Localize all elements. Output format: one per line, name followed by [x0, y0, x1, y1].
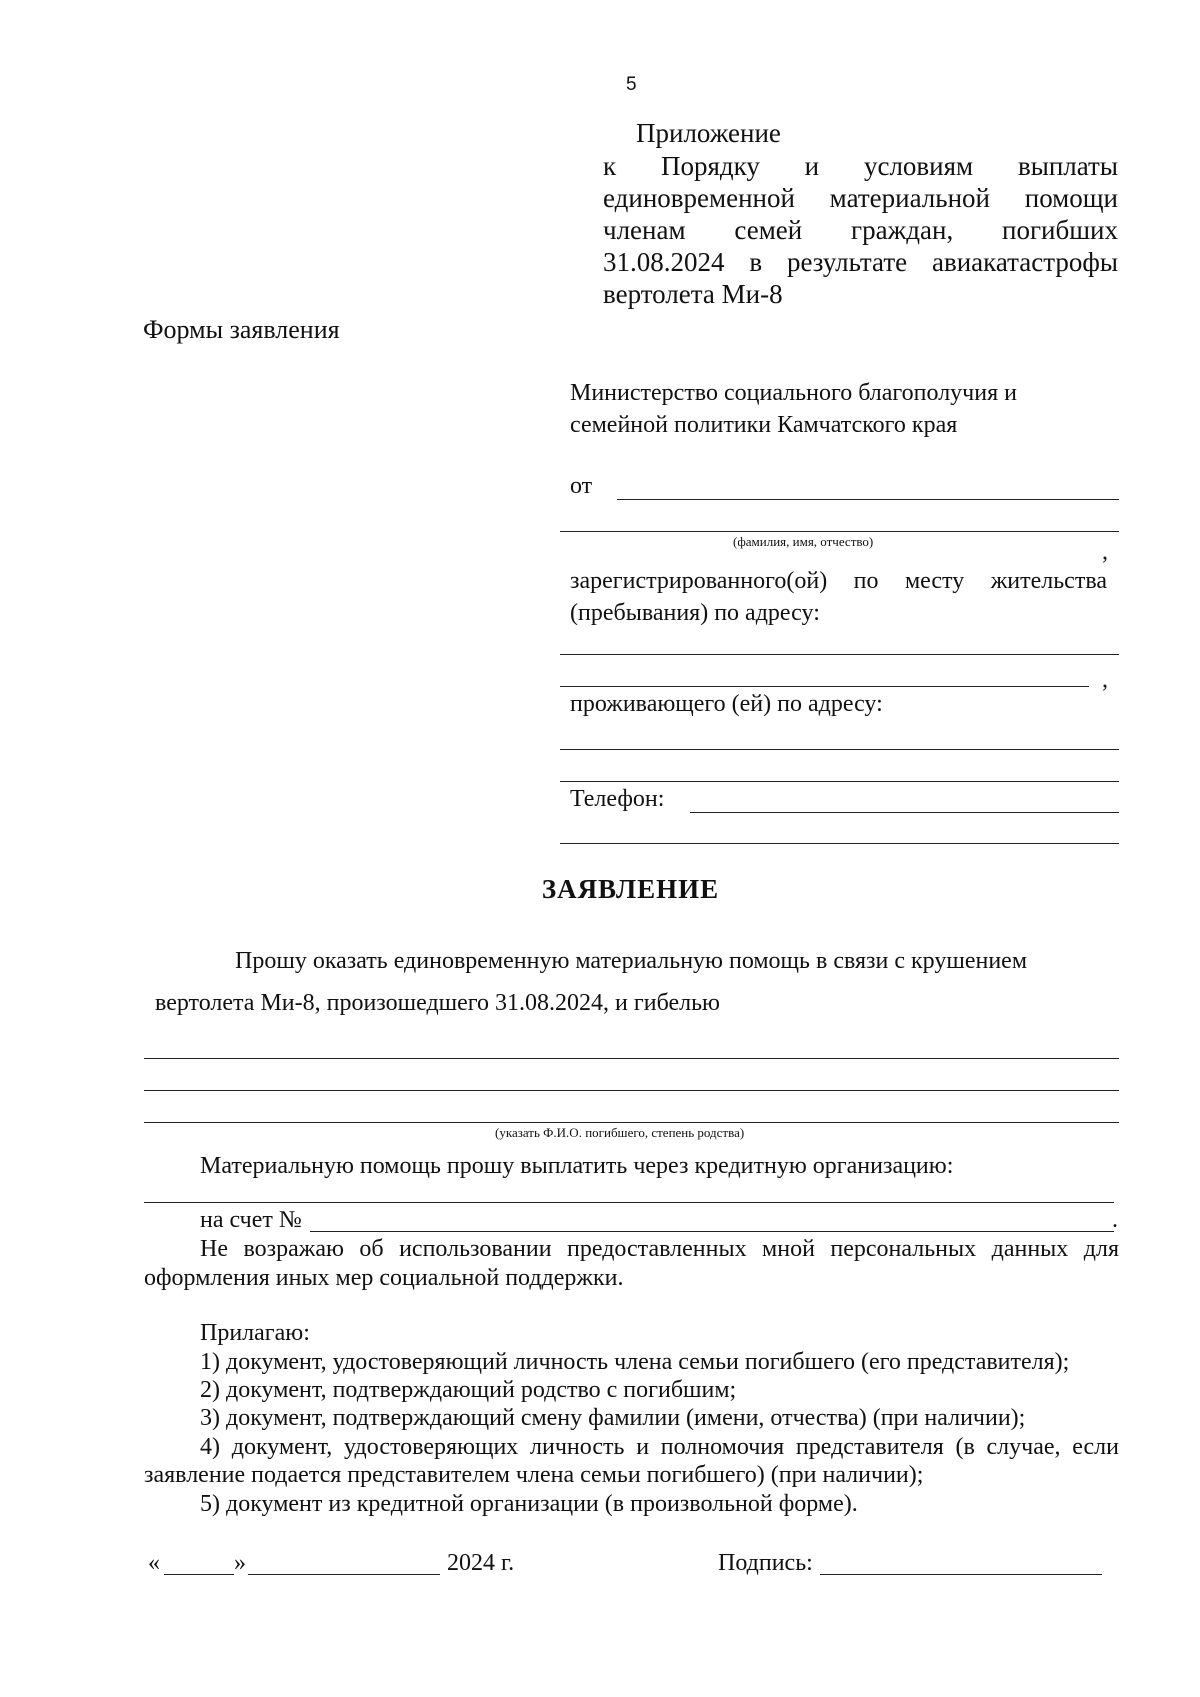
- appendix-line-5: вертолета Ми-8: [603, 279, 783, 309]
- attachment-5: 5) документ из кредитной организации (в произвольной форме).: [200, 1491, 858, 1517]
- attach-label: Прилагаю:: [200, 1320, 310, 1346]
- account-end: .: [1112, 1207, 1118, 1233]
- date-year: 2024 г.: [447, 1550, 515, 1576]
- appendix-line-4: 31.08.2024 в результате авиакатастрофы: [603, 247, 1118, 277]
- fio-fill-line[interactable]: [560, 531, 1119, 532]
- residing-fill-line-2[interactable]: [560, 781, 1119, 782]
- fio-hint: (фамилия, имя, отчество): [733, 534, 874, 549]
- phone-label: Телефон:: [570, 786, 665, 812]
- from-label: от: [570, 473, 593, 499]
- payment-text: Материальную помощь прошу выплатить через кредитную организацию:: [200, 1153, 954, 1179]
- account-fill-line[interactable]: [310, 1231, 1114, 1232]
- attachment-4-line-1: 4) документ, удостоверяющих личность и полномочия представителя (в случае, если: [200, 1434, 1119, 1460]
- account-label: на счет №: [200, 1207, 302, 1233]
- date-close-quote: »: [234, 1550, 246, 1576]
- attachment-2: 2) документ, подтверждающий родство с погибшим;: [200, 1377, 737, 1403]
- deceased-fill-line-2[interactable]: [144, 1090, 1119, 1091]
- attachment-3: 3) документ, подтверждающий смену фамилии (имени, отчества) (при наличии);: [200, 1405, 1026, 1431]
- appendix-line-3: членам семей граждан, погибших: [603, 215, 1118, 245]
- phone-fill-line[interactable]: [690, 812, 1119, 813]
- appendix-line-2: единовременной материальной помощи: [603, 183, 1118, 213]
- deceased-fill-line-1[interactable]: [144, 1058, 1119, 1059]
- date-month-line[interactable]: [248, 1574, 440, 1575]
- appendix-heading: Приложение: [636, 118, 781, 148]
- appendix-line-1: к Порядку и условиям выплаты: [603, 151, 1118, 181]
- forms-label: Формы заявления: [143, 315, 340, 344]
- date-day-line[interactable]: [164, 1574, 234, 1575]
- ministry-line-2: семейной политики Камчатского края: [570, 412, 958, 438]
- deceased-hint: (указать Ф.И.О. погибшего, степень родства): [495, 1125, 745, 1140]
- statement-title: ЗАЯВЛЕНИЕ: [541, 874, 720, 904]
- consent-line-1: Не возражаю об использовании предоставленных мной персональных данных для: [200, 1236, 1119, 1262]
- page-number: 5: [626, 74, 637, 95]
- registered-fill-line-2[interactable]: [560, 686, 1089, 687]
- fio-comma: ,: [1102, 539, 1108, 565]
- request-line-2: вертолета Ми-8, произошедшего 31.08.2024, и гибелью: [155, 990, 720, 1016]
- signature-label: Подпись:: [718, 1550, 813, 1576]
- registered-line-1: зарегистрированного(ой) по месту жительства: [570, 568, 1107, 594]
- registered-comma: ,: [1102, 667, 1108, 693]
- consent-line-2: оформления иных мер социальной поддержки.: [144, 1265, 624, 1291]
- attachment-4-line-2: заявление подается представителем члена семьи погибшего) (при наличии);: [144, 1462, 924, 1488]
- registered-line-2: (пребывания) по адресу:: [570, 600, 820, 626]
- deceased-fill-line-3[interactable]: [144, 1122, 1119, 1123]
- from-fill-line[interactable]: [617, 499, 1119, 500]
- signature-line[interactable]: [820, 1574, 1102, 1575]
- bank-fill-line[interactable]: [144, 1202, 1114, 1203]
- registered-fill-line-1[interactable]: [560, 654, 1119, 655]
- date-open-quote: «: [148, 1550, 160, 1576]
- ministry-line-1: Министерство социального благополучия и: [570, 380, 1017, 406]
- residing-label: проживающего (ей) по адресу:: [570, 691, 883, 717]
- residing-fill-line-1[interactable]: [560, 749, 1119, 750]
- attachment-1: 1) документ, удостоверяющий личность члена семьи погибшего (его представителя);: [200, 1349, 1070, 1375]
- phone-fill-line-2[interactable]: [560, 843, 1119, 844]
- request-line-1: Прошу оказать единовременную материальную помощь в связи с крушением: [235, 948, 1027, 974]
